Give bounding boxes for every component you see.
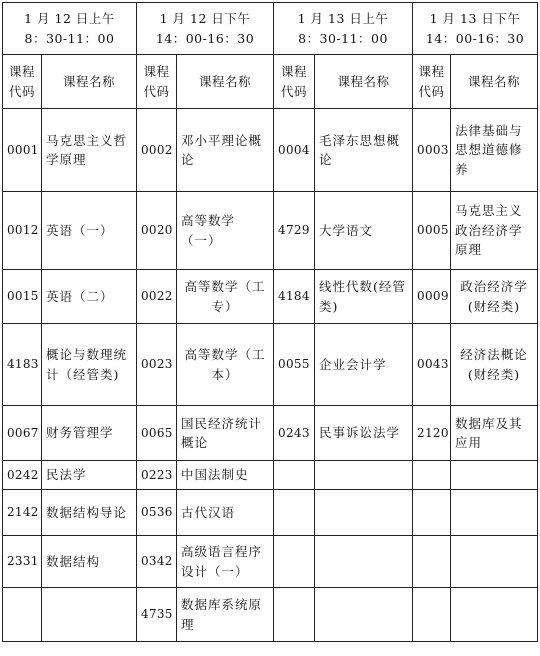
course-name-header: 课程名称	[42, 55, 137, 109]
course-code: 0001	[3, 109, 42, 192]
course-code	[274, 536, 315, 588]
course-name: 民事诉讼法学	[315, 406, 413, 461]
course-name: 高等数学（工本）	[177, 324, 274, 406]
course-code: 0536	[137, 490, 177, 536]
course-name	[451, 588, 538, 642]
course-name: 数据结构导论	[42, 490, 137, 536]
course-name: 毛泽东思想概论	[315, 109, 413, 192]
course-name: 财务管理学	[42, 406, 137, 461]
course-name: 经济法概论(财经类)	[451, 324, 538, 406]
course-name: 数据结构	[42, 536, 137, 588]
table-row	[3, 270, 538, 324]
table-row	[3, 324, 538, 406]
course-name	[451, 461, 538, 490]
session-header-2	[137, 3, 274, 55]
course-name: 英语（二）	[42, 270, 137, 324]
course-code-header: 课程代码	[413, 55, 451, 109]
course-code: 0005	[413, 192, 451, 270]
course-code: 0022	[137, 270, 177, 324]
course-name: 企业会计学	[315, 324, 413, 406]
course-code	[3, 588, 42, 642]
table-row	[3, 461, 538, 490]
course-name-header: 课程名称	[451, 55, 538, 109]
course-code: 0004	[274, 109, 315, 192]
course-code: 0242	[3, 461, 42, 490]
course-name	[451, 536, 538, 588]
session-date: 1 月 13 日下午	[429, 11, 521, 27]
course-code	[413, 588, 451, 642]
course-name: 高等数学（工专）	[177, 270, 274, 324]
course-name	[315, 490, 413, 536]
course-name: 大学语文	[315, 192, 413, 270]
course-code: 0055	[274, 324, 315, 406]
course-code-header: 课程代码	[274, 55, 315, 109]
course-name: 线性代数(经管类)	[315, 270, 413, 324]
course-code: 0342	[137, 536, 177, 588]
course-name: 马克思主义政治经济学原理	[451, 192, 538, 270]
course-name	[315, 461, 413, 490]
course-name: 邓小平理论概论	[177, 109, 274, 192]
course-name: 高等数学（一）	[177, 192, 274, 270]
session-date: 1 月 13 日上午	[297, 11, 389, 27]
session-time: 8：30-11：00	[298, 30, 388, 46]
course-name: 高级语言程序设计（一）	[177, 536, 274, 588]
course-code	[274, 490, 315, 536]
table-row	[3, 588, 538, 642]
course-name: 中国法制史	[177, 461, 274, 490]
table-row	[3, 109, 538, 192]
course-code: 0015	[3, 270, 42, 324]
course-code: 0012	[3, 192, 42, 270]
course-code: 4184	[274, 270, 315, 324]
course-code: 4729	[274, 192, 315, 270]
course-code: 2331	[3, 536, 42, 588]
course-code: 0243	[274, 406, 315, 461]
course-code: 0020	[137, 192, 177, 270]
session-header-3	[274, 3, 413, 55]
course-name: 数据库系统原理	[177, 588, 274, 642]
course-name	[451, 490, 538, 536]
course-name-header: 课程名称	[315, 55, 413, 109]
course-code	[413, 461, 451, 490]
course-code: 4183	[3, 324, 42, 406]
course-name: 古代汉语	[177, 490, 274, 536]
course-name: 政治经济学(财经类)	[451, 270, 538, 324]
session-header-4	[413, 3, 538, 55]
course-code-header: 课程代码	[137, 55, 177, 109]
course-code: 0023	[137, 324, 177, 406]
course-code-header: 课程代码	[3, 55, 42, 109]
table-row	[3, 490, 538, 536]
session-header-row	[3, 3, 538, 55]
course-name	[315, 536, 413, 588]
session-time: 14：00-16：30	[155, 30, 255, 46]
course-code: 4735	[137, 588, 177, 642]
course-code: 0009	[413, 270, 451, 324]
column-header-row	[3, 55, 538, 109]
course-name: 英语（一）	[42, 192, 137, 270]
session-time: 8：30-11：00	[24, 30, 115, 46]
session-header-1	[3, 3, 137, 55]
course-name: 数据库及其应用	[451, 406, 538, 461]
session-date: 1 月 12 日上午	[24, 11, 115, 27]
table-row	[3, 406, 538, 461]
course-name: 民法学	[42, 461, 137, 490]
course-name: 国民经济统计概论	[177, 406, 274, 461]
table-row	[3, 536, 538, 588]
course-name	[42, 588, 137, 642]
course-code	[413, 536, 451, 588]
session-date: 1 月 12 日下午	[159, 11, 251, 27]
course-code	[274, 588, 315, 642]
course-code: 2142	[3, 490, 42, 536]
course-name: 法律基础与思想道德修养	[451, 109, 538, 192]
table-row	[3, 192, 538, 270]
course-name	[315, 588, 413, 642]
course-code: 0067	[3, 406, 42, 461]
course-name-header: 课程名称	[177, 55, 274, 109]
exam-schedule-table	[2, 2, 538, 642]
course-code	[274, 461, 315, 490]
course-code: 0043	[413, 324, 451, 406]
course-code: 2120	[413, 406, 451, 461]
course-code: 0003	[413, 109, 451, 192]
course-name: 马克思主义哲学原理	[42, 109, 137, 192]
course-code: 0002	[137, 109, 177, 192]
course-name: 概论与数理统计（经管类)	[42, 324, 137, 406]
course-code: 0065	[137, 406, 177, 461]
course-code	[413, 490, 451, 536]
session-time: 14：00-16：30	[425, 30, 525, 46]
course-code: 0223	[137, 461, 177, 490]
